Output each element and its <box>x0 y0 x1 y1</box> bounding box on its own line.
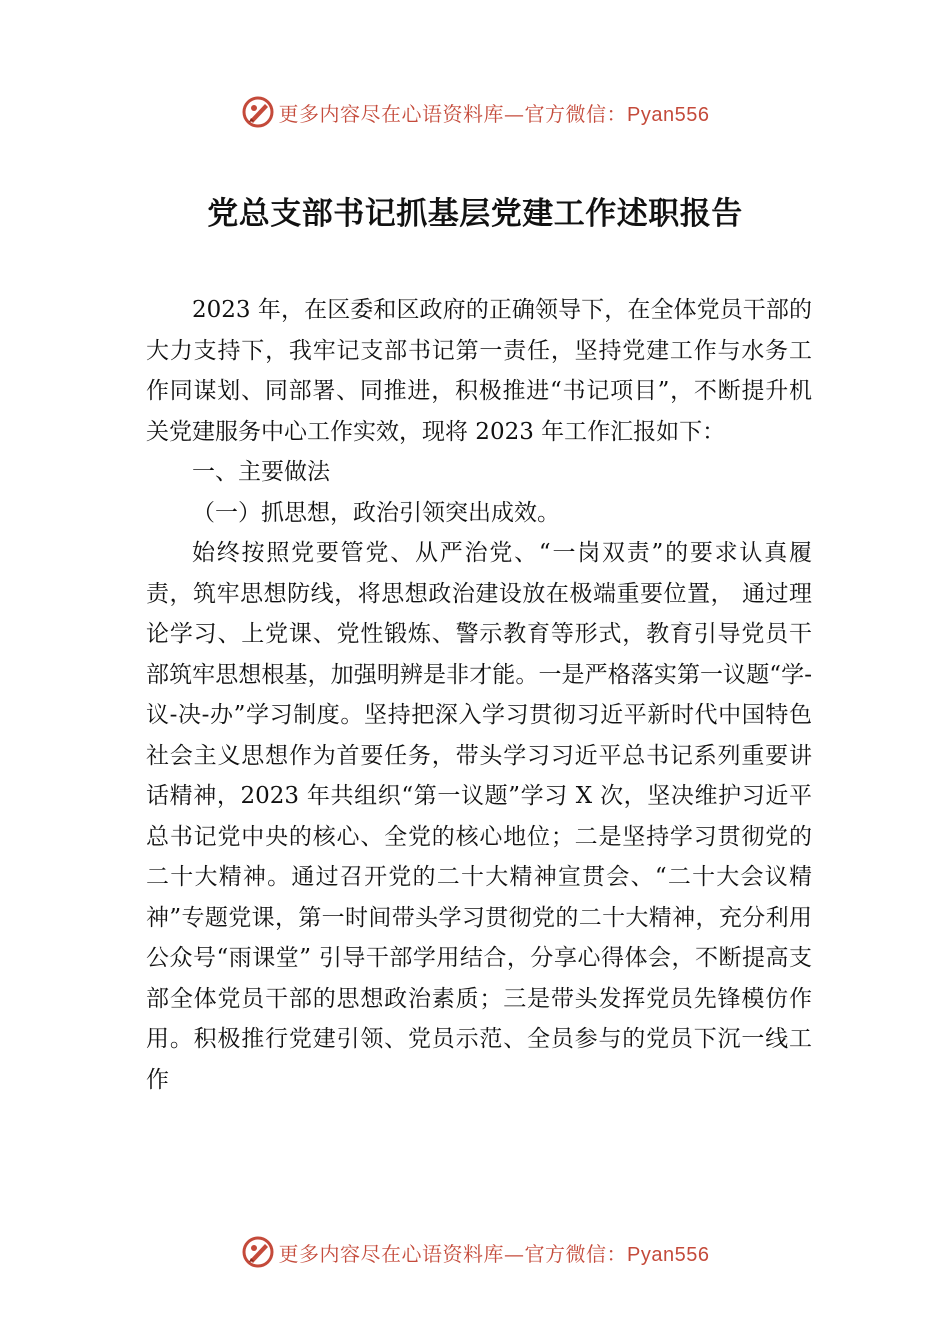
watermark-label: 更多内容尽在心语资料库—官方微信： <box>278 1241 628 1266</box>
pen-logo-icon <box>241 1235 275 1269</box>
document-body <box>146 290 812 1100</box>
intro-paragraph: 2023 年，在区委和区政府的正确领导下，在全体党员干部的大力支持下，我牢记支部书记第一责任，坚持党建工作与水务工作同谋划、同部署、同推进，积极推进“书记项目”，不断提升机关党建服务中心工作实效，现将 2023 年工作汇报如下： <box>146 297 812 445</box>
footer-watermark <box>0 1232 950 1272</box>
watermark-label: 更多内容尽在心语资料库—官方微信： <box>278 101 628 126</box>
document-title: 党总支部书记抓基层党建工作述职报告 <box>207 196 743 232</box>
watermark-wechat-id: Pyan556 <box>627 1243 710 1266</box>
body-paragraph: 始终按照党要管党、从严治党、“一岗双责”的要求认真履责，筑牢思想防线，将思想政治建设放在极端重要位置， 通过理论学习、上党课、党性锻炼、警示教育等形式，教育引导党员干部筑牢思想根基，加强明辨是非才能。一是严格落实第一议题“学-议-决-办”学习制度。坚持把深入学习贯彻习近平新时代中国特色社会主义思想作为首要任务，带头学习习近平总书记系列重要讲话精神，2023 年共组织“第一议题”学习 X 次，坚决维护习近平总书记党中央的核心、全党的核心地位；二是坚持学习贯彻党的二十大精神。通过召开党的二十大精神宣贯会、“二十大会议精神”专题党课，第一时间带头学习贯彻党的二十大精神，充分利用公众号“雨课堂” 引导干部学用结合，分享心得体会，不断提高支部全体党员干部的思想政治素质；三是带头发挥党员先锋模仿作用。积极推行党建引领、党员示范、全员参与的党员下沉一线工作 <box>146 540 812 1093</box>
watermark-text <box>279 1238 710 1267</box>
section-heading: 一、主要做法 <box>192 459 330 485</box>
watermark-text <box>279 98 710 127</box>
subsection-heading: （一）抓思想，政治引领突出成效。 <box>192 499 560 526</box>
watermark-wechat-id: Pyan556 <box>627 103 710 126</box>
header-watermark <box>0 92 950 132</box>
pen-logo-icon <box>241 95 275 129</box>
